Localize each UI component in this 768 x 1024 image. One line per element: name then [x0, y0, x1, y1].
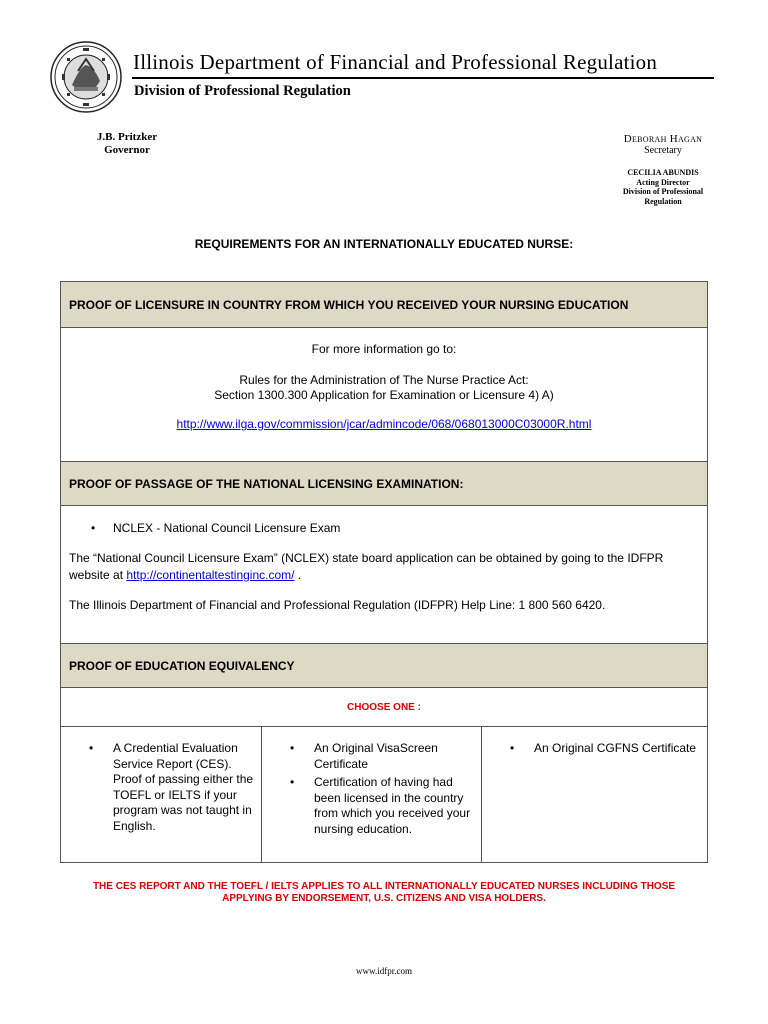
- director-division-line: Division of Professional: [622, 187, 704, 196]
- footer-website: www.idfpr.com: [356, 966, 412, 976]
- footnote-line-2: APPLYING BY ENDORSEMENT, U.S. CITIZENS AND VISA HOLDERS.: [222, 893, 546, 904]
- ilga-rules-link[interactable]: http://www.ilga.gov/commission/jcar/admincode/068/068013000C03000R.html: [176, 417, 592, 431]
- division-title: Division of Professional Regulation: [134, 83, 351, 99]
- rules-line-2: Section 1300.300 Application for Examination or Licensure 4) A): [214, 388, 554, 402]
- secretary-name: Deborah Hagan: [623, 133, 703, 145]
- department-title: Illinois Department of Financial and Professional Regulation: [133, 50, 658, 74]
- continental-testing-link[interactable]: http://continentaltestinginc.com/: [126, 568, 295, 582]
- nclex-label: NCLEX -: [113, 521, 161, 535]
- secretary-title: Secretary: [644, 145, 682, 156]
- nclex-bullet: [91, 521, 340, 535]
- bullet-icon: •: [91, 521, 96, 535]
- option-visascreen: [261, 727, 481, 862]
- director-block: [608, 168, 718, 206]
- requirements-table: [60, 281, 708, 863]
- governor-title: Governor: [104, 144, 150, 156]
- option-cgfns: [481, 727, 707, 862]
- director-name: CECILIA ABUNDIS: [627, 168, 699, 177]
- option-visascreen-text: • An Original VisaScreen Certificate: [314, 741, 481, 772]
- option-ces: [61, 727, 261, 862]
- nclex-paragraph-line-1: The “National Council Licensure Exam” (NCLEX) state board application can be obtained by going to the IDFPR: [69, 551, 664, 565]
- state-seal-icon: [50, 41, 122, 113]
- secretary-block: [598, 133, 728, 157]
- education-heading: PROOF OF EDUCATION EQUIVALENCY: [61, 644, 707, 688]
- option-ces-text: • A Credential Evaluation Service Report (CES). Proof of passing either the TOEFL or IELTS if your program was not taught in English.: [113, 741, 261, 834]
- nclex-paragraph: [69, 550, 699, 584]
- option-cgfns-text: • An Original CGFNS Certificate: [534, 741, 707, 757]
- footnote-line-1: THE CES REPORT AND THE TOEFL / IELTS APPLIES TO ALL INTERNATIONALLY EDUCATED NURSES INCLUDING THOSE: [92, 881, 676, 892]
- governor-name: J.B. Pritzker: [96, 131, 158, 143]
- period-text: .: [294, 568, 302, 582]
- helpline-text: The Illinois Department of Financial and Professional Regulation (IDFPR) Help Line: 1 800 560 6420.: [69, 598, 606, 612]
- ces-footnote: [80, 881, 688, 905]
- director-regulation-line: Regulation: [644, 196, 682, 206]
- choose-one-label: CHOOSE ONE :: [61, 688, 707, 727]
- more-info-text: For more information go to:: [311, 342, 457, 356]
- director-title: Acting Director: [636, 177, 690, 187]
- licensure-heading: PROOF OF LICENSURE IN COUNTRY FROM WHICH YOU RECEIVED YOUR NURSING EDUCATION: [61, 282, 707, 328]
- option-licensed-text: • Certification of having had been licensed in the country from which you received your nursing education.: [314, 775, 481, 837]
- licensure-body: [61, 328, 707, 462]
- page-title: REQUIREMENTS FOR AN INTERNATIONALLY EDUCATED NURSE:: [194, 237, 574, 251]
- exam-body: [61, 506, 707, 644]
- rules-line-1: Rules for the Administration of The Nurse Practice Act:: [239, 373, 529, 387]
- equivalency-options: [61, 727, 707, 862]
- website-at-text: website at: [69, 568, 127, 582]
- exam-heading: PROOF OF PASSAGE OF THE NATIONAL LICENSING EXAMINATION:: [61, 462, 707, 506]
- header-rule: [132, 77, 714, 79]
- nclex-description: National Council Licensure Exam: [160, 521, 341, 535]
- governor-block: [72, 131, 182, 157]
